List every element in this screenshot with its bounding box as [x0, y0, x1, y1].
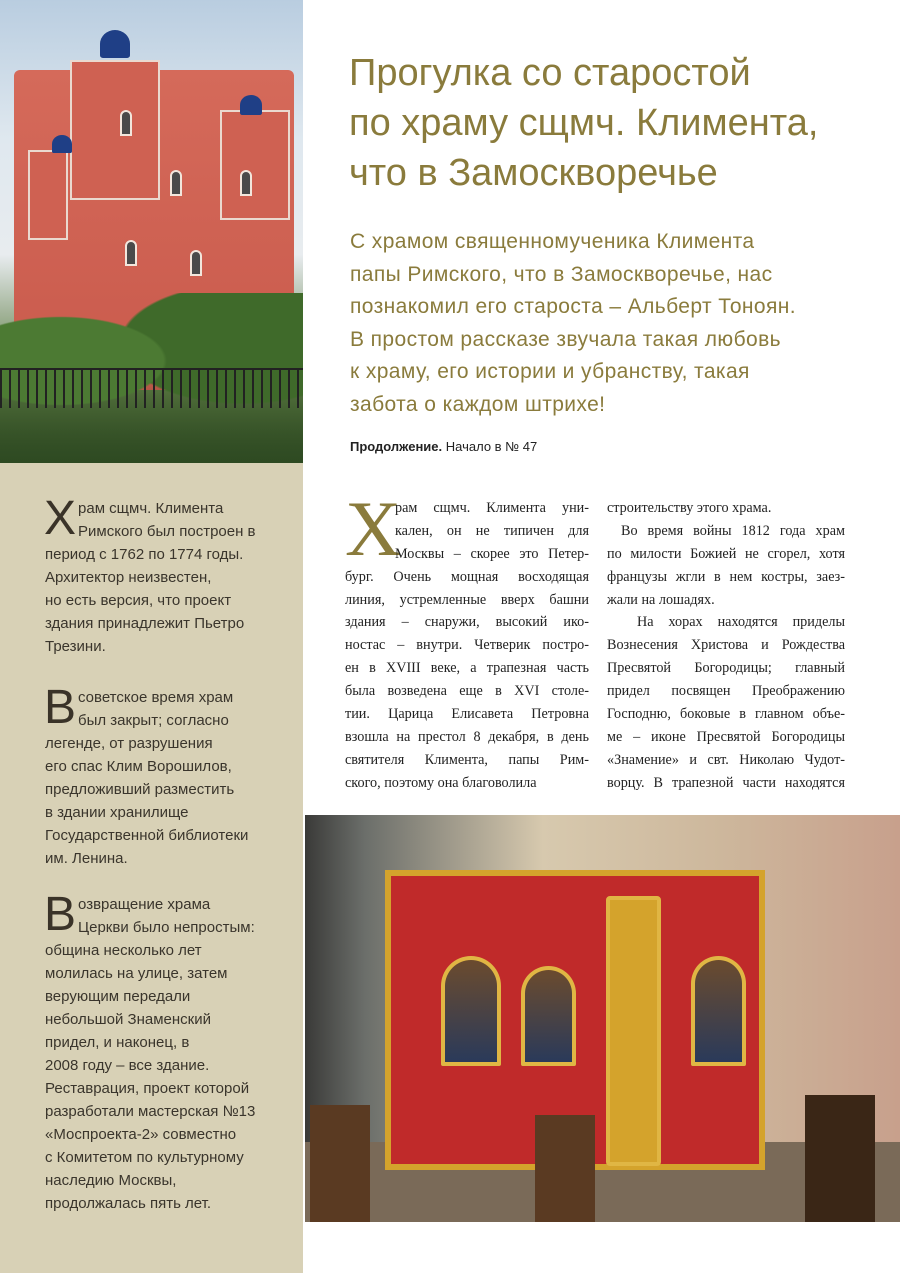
- iconostasis-photo: [305, 815, 900, 1222]
- sidebar-line: наследию Москвы,: [45, 1172, 177, 1189]
- lead-line: папы Римского, что в Замоскворечье, нас: [350, 262, 773, 286]
- continuation-ref: Начало в № 47: [442, 439, 538, 454]
- lead-line: забота о каждом штрихе!: [350, 392, 606, 416]
- body-column-1: [345, 485, 589, 795]
- sidebar-line: община несколько лет: [45, 942, 202, 959]
- sidebar-line: Римского был построен в: [78, 523, 256, 540]
- body-line: взошла на престол 8 декабря, в день: [345, 728, 589, 745]
- body-line: здания – снаружи, высокий ико-: [345, 614, 589, 631]
- sidebar-line: Реставрация, проект которой: [45, 1080, 250, 1097]
- continuation-note: [350, 439, 537, 454]
- sidebar-line: разработали мастерская №13: [45, 1103, 256, 1120]
- sidebar-line: в здании хранилище: [45, 804, 189, 821]
- church-exterior-photo: [0, 0, 303, 463]
- sidebar-line: рам сщмч. Климента: [78, 500, 224, 517]
- body-line: по милости Божией не сгорел, хотя: [607, 545, 845, 562]
- continuation-label: Продолжение.: [350, 439, 443, 454]
- sidebar-line: предложивший разместить: [45, 781, 235, 798]
- sidebar-line: с Комитетом по культурному: [45, 1149, 244, 1166]
- sidebar-line: 2008 году – все здание.: [45, 1057, 210, 1074]
- body-line: жали на лошадях.: [607, 591, 715, 608]
- body-line: Москвы – скорее это Петер-: [395, 545, 589, 562]
- body-line: линия, устремленные вверх башни: [345, 591, 589, 608]
- title-line: по храму сщмч. Климента,: [349, 102, 819, 144]
- body-line: Вознесения Христова и Рождества: [607, 637, 845, 654]
- body-line: ен в XVIII веке, а трапезная часть: [345, 660, 589, 677]
- sidebar-line: его спас Клим Ворошилов,: [45, 758, 232, 775]
- body-line: ме – иконе Пресвятой Богородицы: [607, 728, 845, 745]
- sidebar-line: молилась на улице, затем: [45, 965, 228, 982]
- sidebar-line: был закрыт; согласно: [78, 712, 229, 729]
- sidebar-line: «Моспроекта-2» совместно: [45, 1126, 237, 1143]
- body-line: «Знамение» и свт. Николаю Чудот-: [607, 751, 845, 768]
- sidebar-line: Церкви было непростым:: [78, 919, 255, 936]
- sidebar-drop-cap: Х: [44, 492, 77, 545]
- sidebar-line: период с 1762 по 1774 годы.: [45, 546, 244, 563]
- body-line: тии. Царица Елисавета Петровна: [345, 706, 589, 723]
- body-line: рам сщмч. Климента уни-: [395, 500, 589, 516]
- body-drop-cap: Х: [345, 485, 402, 572]
- lead-line: познакомил его староста – Альберт Тоноян.: [350, 295, 796, 319]
- body-line: была возведена еще в XVI столе-: [345, 683, 589, 700]
- sidebar-line: Архитектор неизвестен,: [45, 569, 212, 586]
- lead-line: к храму, его истории и убранству, такая: [350, 360, 750, 384]
- body-line: Во время войны 1812 года храм: [621, 522, 845, 539]
- body-line: бург. Очень мощная восходящая: [345, 568, 589, 585]
- sidebar-drop-cap: В: [44, 681, 77, 734]
- sidebar-drop-cap: В: [44, 888, 77, 941]
- body-line: придел посвящен Преображению: [607, 683, 845, 700]
- page-title: [349, 48, 818, 198]
- body-line: святителя Климента, папы Рим-: [345, 751, 589, 768]
- sidebar-line: легенде, от разрушения: [45, 735, 213, 752]
- sidebar-line: Государственной библиотеки: [45, 827, 249, 844]
- body-line: французы жгли в нем костры, заез-: [607, 568, 845, 585]
- sidebar-line: продолжалась пять лет.: [45, 1195, 212, 1212]
- sidebar-line: здания принадлежит Пьетро: [45, 615, 245, 632]
- sidebar-line: озвращение храма: [78, 896, 211, 913]
- body-line: Господню, боковые в главном объе-: [607, 706, 845, 723]
- title-line: Прогулка со старостой: [349, 52, 751, 94]
- sidebar-paragraph: [44, 492, 285, 658]
- title-line: что в Замоскворечье: [349, 152, 718, 194]
- sidebar-line: им. Ленина.: [45, 850, 128, 867]
- body-line: ского, поэтому она благоволила: [345, 774, 537, 791]
- body-line: ворцу. В трапезной части находятся: [607, 774, 845, 791]
- lead-paragraph: [350, 226, 796, 422]
- body-line: строительству этого храма.: [607, 500, 772, 516]
- sidebar-line: но есть версия, что проект: [45, 592, 232, 609]
- body-line: Пресвятой Богородицы; главный: [607, 660, 845, 677]
- sidebar-line: верующим передали: [45, 988, 191, 1005]
- lead-line: С храмом священномученика Климента: [350, 230, 755, 253]
- sidebar-line: Трезини.: [45, 638, 106, 655]
- fence: [0, 368, 303, 408]
- body-line: ностас – внутри. Четверик постро-: [345, 637, 589, 654]
- sidebar-line: советское время храм: [78, 689, 234, 706]
- sidebar-paragraph: [44, 681, 285, 870]
- lead-line: В простом рассказе звучала такая любовь: [350, 327, 781, 351]
- body-line: кален, он не типичен для: [395, 522, 589, 539]
- sidebar-paragraph: [44, 888, 285, 1215]
- body-column-2: [607, 497, 845, 795]
- sidebar-line: небольшой Знаменский: [45, 1011, 211, 1028]
- sidebar-line: придел, и наконец, в: [45, 1034, 190, 1051]
- body-line: На хорах находятся приделы: [637, 614, 845, 631]
